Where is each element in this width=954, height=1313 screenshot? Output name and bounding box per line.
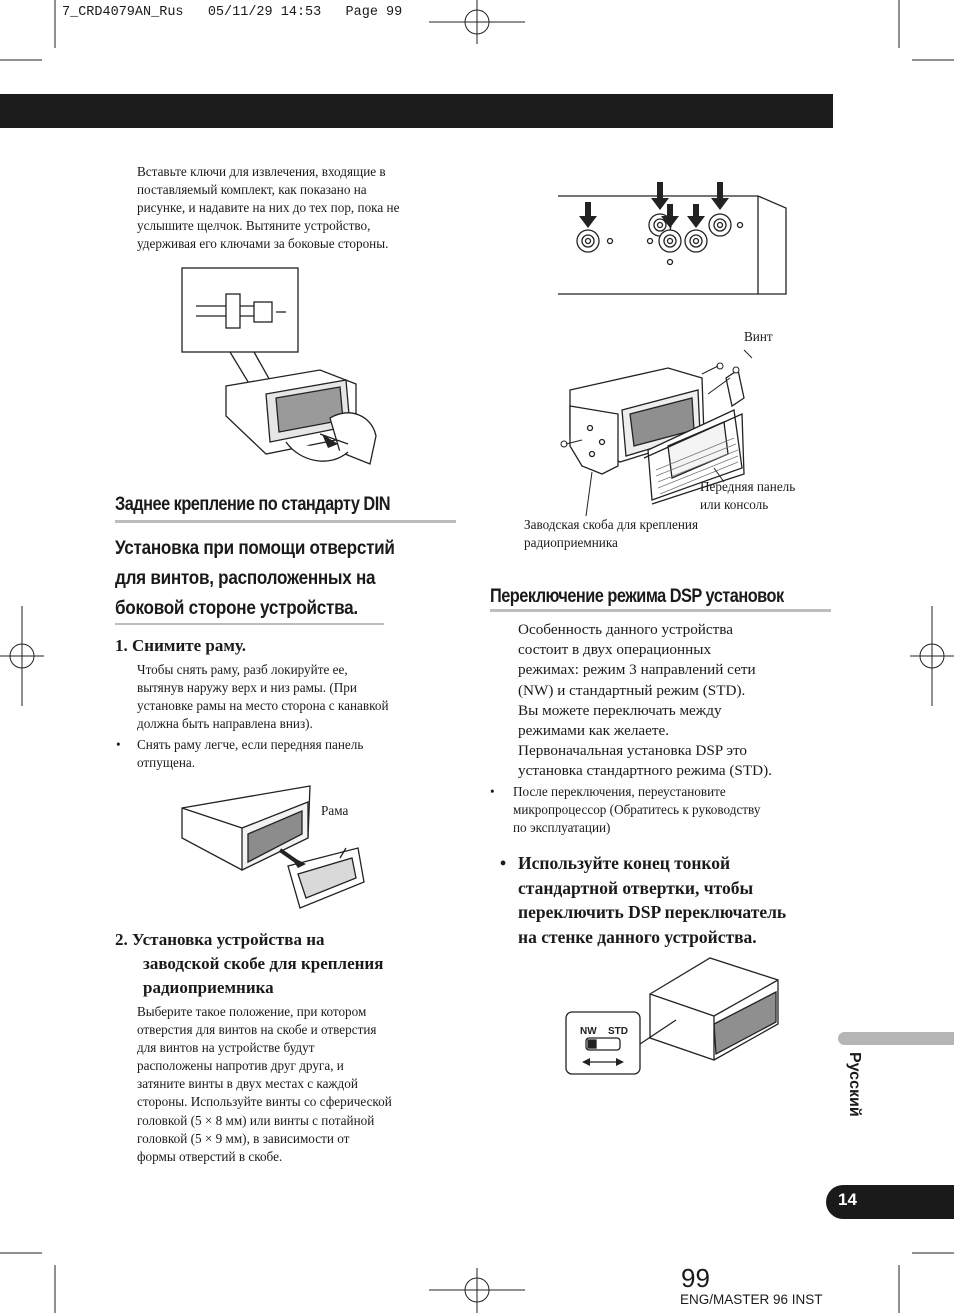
bracket-label: Заводская скоба для крепления радиоприемника xyxy=(524,517,699,551)
language-label: Русский xyxy=(846,1052,863,1117)
master-code: ENG/MASTER 96 INST xyxy=(680,1292,823,1307)
screw-label: Винт xyxy=(744,329,773,344)
note-bullet: • xyxy=(490,784,495,799)
header-bar xyxy=(0,94,833,128)
key-extraction-illustration xyxy=(180,266,380,476)
section-number-tab: 14 xyxy=(826,1185,954,1219)
language-tab-bar xyxy=(838,1032,954,1045)
step-1-note: Снять раму легче, если передняя панель отпущена. xyxy=(137,737,364,771)
section-rule-dsp xyxy=(490,609,831,612)
front-panel-label: Передняя панель или консоль xyxy=(700,479,796,513)
bold-bullet-dot: • xyxy=(500,853,507,873)
frame-removal-illustration xyxy=(180,778,380,918)
intro-text: Вставьте ключи для извлечения, входящие в поставляемый комплект, как показано на рисунке, и надавите на них до тех пор, пока не услышите щелчок. Вытяните устройство, удерживая его ключами за боковые стороны. xyxy=(137,164,400,252)
dsp-instruction: Используйте конец тонкой стандартной отвертки, чтобы переключить DSP переключатель на стенке данного устройства. xyxy=(518,853,787,947)
dsp-switch-illustration xyxy=(564,954,784,1078)
dsp-body: Особенность данного устройства состоит в двух операционных режимах: режим 3 направлений сети (NW) и стандартный режим (STD). Вы можете переключать между режимами как желаете. Первоначальная установка DSP это установка стандартного режима (STD). xyxy=(518,621,772,780)
section-title-dsp: Переключение режима DSP установок xyxy=(490,586,784,607)
frame-label: Рама xyxy=(321,803,349,818)
step-2-body: Выберите такое положение, при котором отверстия для винтов на скобе и отверстия для винтов на устройстве будут расположены напротив друг друга, и затяните винты в двух местах с каждой стороны. Используйте винты со сферической головкой (5 × 8 мм) или винты с потайной головкой (5 × 9 мм), в зависимости от формы отверстий в скобе. xyxy=(137,1004,392,1164)
sub-title: Установка при помощи отверстий для винтов, расположенных на боковой стороне устройства. xyxy=(115,538,395,619)
section-title-din-rear: Заднее крепление по стандарту DIN xyxy=(115,494,391,515)
print-slug: 7_CRD4079AN_Rus 05/11/29 14:53 Page 99 xyxy=(62,5,403,20)
step-2-title: 2. Установка устройства на заводской скобе для крепления радиоприемника xyxy=(115,930,384,997)
switch-std-label: STD xyxy=(608,1026,628,1037)
step-1-title: 1. Снимите раму. xyxy=(115,636,246,655)
sub-title-rule xyxy=(115,623,384,625)
section-rule xyxy=(115,520,456,523)
dsp-note: После переключения, переустановите микропроцессор (Обратитесь к руководству по эксплуатации) xyxy=(513,784,761,836)
switch-nw-label: NW xyxy=(580,1026,597,1037)
bullet-dot: • xyxy=(116,737,121,752)
step-1-body: Чтобы снять раму, разб локируйте ее, вытянув наружу верх и низ рамы. (При установке рамы на место сторона с канавкой должна быть направлена вниз). xyxy=(137,662,389,732)
page-number: 99 xyxy=(681,1263,710,1293)
rear-panel-illustration xyxy=(558,182,790,298)
